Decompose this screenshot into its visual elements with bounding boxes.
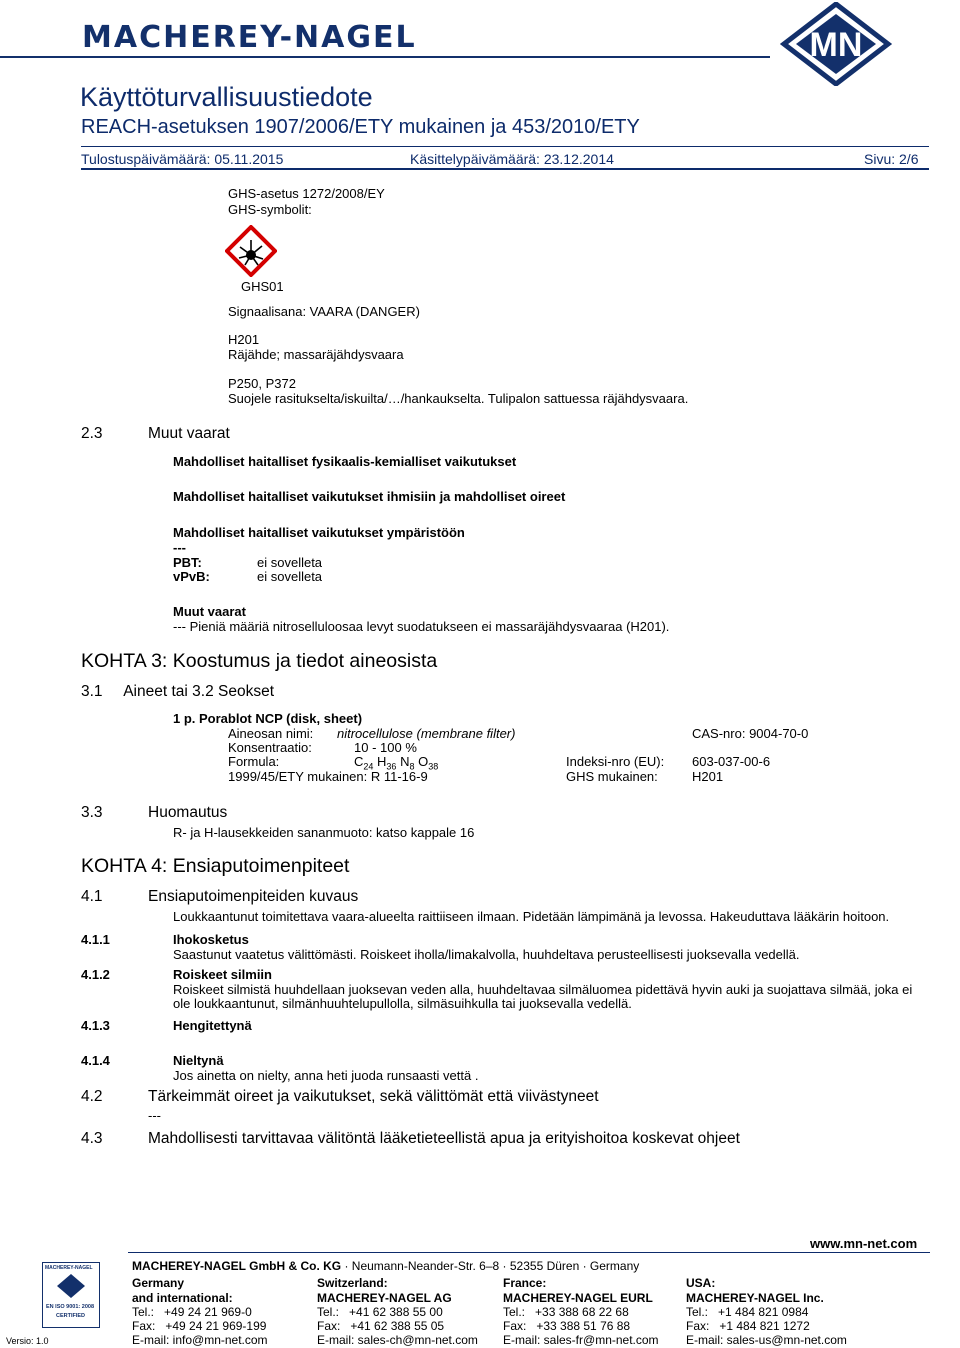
footer-col-3-email[interactable]: E-mail: sales-fr@mn-net.com [503, 1333, 659, 1347]
signal-word: Signaalisana: VAARA (DANGER) [228, 304, 420, 319]
other-hazards-title: Muut vaarat [173, 604, 246, 619]
section-4-1-3-title: Hengitettynä [173, 1018, 252, 1033]
section-4-1-2-text-2: ole loukkaantunut, silmänhuuhtelupullolla, silmäsuihkulla tai juoksevalla vedellä. [173, 996, 632, 1011]
environment-dashes: --- [173, 540, 186, 555]
section-4-1-title: Ensiaputoimenpiteiden kuvaus [148, 888, 359, 905]
environment-effects: Mahdolliset haitalliset vaikutukset ympäristöön [173, 525, 465, 540]
brand-line [0, 56, 770, 58]
section-4-1-4-text: Jos ainetta on nielty, anna heti juoda runsaasti vettä . [173, 1068, 479, 1083]
section-3-heading: KOHTA 3: Koostumus ja tiedot aineosista [81, 650, 438, 672]
component-name-label: Aineosan nimi: [228, 726, 314, 741]
footer-col-4-email[interactable]: E-mail: sales-us@mn-net.com [686, 1333, 847, 1347]
brand-name: MACHEREY-NAGEL [82, 20, 417, 55]
cert-mn-icon [56, 1273, 86, 1299]
footer-col-1-fax: Fax: +49 24 21 969-199 [132, 1319, 267, 1333]
footer-col-1-tel: Tel.: +49 24 21 969-0 [132, 1305, 252, 1319]
p-statement-code: P250, P372 [228, 376, 296, 391]
ghs-regulation: GHS-asetus 1272/2008/EY [228, 186, 385, 201]
header-rule-top [81, 146, 929, 147]
h-statement-code: H201 [228, 332, 260, 347]
footer-website[interactable]: www.mn-net.com [810, 1236, 918, 1251]
r-phrase: 1999/45/ETY mukainen: R 11-16-9 [228, 769, 428, 784]
other-hazards-text: --- Pieniä määriä nitroselluloosaa levyt suodatukseen ei massaräjähdysvaaraa (H201). [173, 619, 670, 634]
footer-col-1-h2: and international: [132, 1291, 233, 1305]
vpvb-value: ei sovelleta [257, 569, 323, 584]
footer-col-2-email[interactable]: E-mail: sales-ch@mn-net.com [317, 1333, 478, 1347]
document-title: Käyttöturvallisuustiedote [80, 82, 373, 112]
section-3-3-title: Huomautus [148, 804, 228, 821]
human-effects: Mahdolliset haitalliset vaikutukset ihmisiin ja mahdolliset oireet [173, 489, 566, 504]
section-4-heading: KOHTA 4: Ensiaputoimenpiteet [81, 855, 350, 877]
section-4-1-text: Loukkaantunut toimitettava vaara-alueelta raittiiseen ilmaan. Pidetään lämpimänä ja levossa. Hakeuduttava lääkärin hoitoon. [173, 909, 890, 924]
section-3-3-number: 3.3 [81, 804, 103, 821]
h-statement-text: Räjähde; massaräjähdysvaara [228, 347, 404, 362]
section-3-3-text: R- ja H-lausekkeiden sananmuoto: katso kappale 16 [173, 825, 475, 840]
section-4-1-4-number: 4.1.4 [81, 1053, 110, 1068]
document-subtitle: REACH-asetuksen 1907/2006/ETY mukainen ja 453/2010/ETY [81, 116, 640, 138]
footer-company: MACHEREY-NAGEL GmbH & Co. KG [132, 1259, 342, 1273]
section-4-2-number: 4.2 [81, 1088, 103, 1105]
page-number: Sivu: 2/6 [864, 151, 919, 167]
section-4-1-1-number: 4.1.1 [81, 932, 110, 947]
section-4-2-title: Tärkeimmät oireet ja vaikutukset, sekä välittömät että viivästyneet [148, 1088, 599, 1105]
cert-certified: CERTIFIED [56, 1313, 86, 1319]
footer-col-3-h1: France: [503, 1276, 547, 1290]
section-4-1-2-text-1: Roiskeet silmistä huuhdellaan juoksevan veden alla, huuhdeltavaa silmäluomea pidettävä hyvin auki ja suojattava silmää, joka ei [173, 982, 913, 997]
section-4-3-number: 4.3 [81, 1130, 103, 1147]
explosive-pictogram-icon [225, 225, 277, 277]
cert-brand: MACHEREY-NAGEL [45, 1265, 93, 1271]
section-4-1-1-title: Ihokosketus [173, 932, 249, 947]
component-name-value: nitrocellulose (membrane filter) [337, 726, 516, 741]
footer-col-2-h1: Switzerland: [317, 1276, 388, 1290]
index-label: Indeksi-nro (EU): [566, 754, 665, 769]
version-label: Versio: 1.0 [6, 1336, 49, 1346]
mn-logo [780, 2, 892, 86]
pbt-value: ei sovelleta [257, 555, 323, 570]
section-4-1-1-text: Saastunut vaatetus välittömästi. Roiskeet iholla/limakalvolla, huuhdeltava perusteellisesti juoksevalla vedellä. [173, 947, 800, 962]
product-name: 1 p. Porablot NCP (disk, sheet) [173, 711, 363, 726]
footer-col-4-tel: Tel.: +1 484 821 0984 [686, 1305, 809, 1319]
ghs-symbols-label: GHS-symbolit: [228, 202, 312, 217]
ghs-pictogram-code: GHS01 [241, 279, 284, 294]
section-4-3-title: Mahdollisesti tarvittavaa välitöntä lääketieteellistä apua ja erityishoitoa koskevat ohjeet [148, 1130, 740, 1147]
mn-logo-text: MN [809, 26, 863, 64]
footer-col-2-fax: Fax: +41 62 388 55 05 [317, 1319, 445, 1333]
footer-col-1-h1: Germany [132, 1276, 185, 1290]
section-4-1-2-number: 4.1.2 [81, 967, 110, 982]
section-2-3-title: Muut vaarat [148, 425, 230, 442]
footer-col-3-fax: Fax: +33 388 51 76 88 [503, 1319, 631, 1333]
cert-iso: EN ISO 9001: 2008 [46, 1304, 95, 1310]
concentration-value: 10 - 100 % [354, 740, 417, 755]
cas-number: CAS-nro: 9004-70-0 [692, 726, 809, 741]
section-4-1-number: 4.1 [81, 888, 103, 905]
index-value: 603-037-00-6 [692, 754, 771, 769]
footer-col-4-h2: MACHEREY-NAGEL Inc. [686, 1291, 824, 1305]
footer-col-3-tel: Tel.: +33 388 68 22 68 [503, 1305, 629, 1319]
footer-col-1-email[interactable]: E-mail: info@mn-net.com [132, 1333, 268, 1347]
p-statement-text: Suojele rasitukselta/iskuilta/…/hankaukselta. Tulipalon sattuessa räjähdysvaara. [228, 391, 689, 406]
footer-col-2-tel: Tel.: +41 62 388 55 00 [317, 1305, 443, 1319]
brand-header [0, 0, 960, 95]
footer-col-2-h2: MACHEREY-NAGEL AG [317, 1291, 452, 1305]
header-rule-bottom [81, 168, 929, 170]
handling-date: Käsittelypäivämäärä: 23.12.2014 [410, 151, 614, 167]
footer-rule [128, 1252, 930, 1253]
ghs-classification-label: GHS mukainen: [566, 769, 658, 784]
section-4-1-4-title: Nieltynä [173, 1053, 224, 1068]
vpvb-label: vPvB: [173, 569, 210, 584]
print-date: Tulostuspäivämäärä: 05.11.2015 [81, 151, 284, 167]
pbt-label: PBT: [173, 555, 202, 570]
footer-col-4-h1: USA: [686, 1276, 716, 1290]
footer-company-line [132, 1259, 639, 1273]
footer-col-3-h2: MACHEREY-NAGEL EURL [503, 1291, 653, 1305]
chemical-formula: $C_{24}$ $H_{36}$ $N_8$ $O_{38}$ [354, 754, 439, 772]
concentration-label: Konsentraatio: [228, 740, 312, 755]
section-4-2-text: --- [148, 1108, 161, 1123]
phys-chem-effects: Mahdolliset haitalliset fysikaalis-kemialliset vaikutukset [173, 454, 517, 469]
formula-label: Formula: [228, 754, 280, 769]
section-2-3-number: 2.3 [81, 425, 103, 442]
section-4-1-2-title: Roiskeet silmiin [173, 967, 272, 982]
footer-col-4-fax: Fax: +1 484 821 1272 [686, 1319, 810, 1333]
iso-certificate-badge [42, 1262, 100, 1328]
section-4-1-3-number: 4.1.3 [81, 1018, 110, 1033]
ghs-classification-value: H201 [692, 769, 724, 784]
footer-address: · Neumann-Neander-Str. 6–8 · 52355 Düren · Germany [341, 1259, 640, 1273]
section-3-1-title: 3.1 Aineet tai 3.2 Seokset [81, 683, 275, 700]
